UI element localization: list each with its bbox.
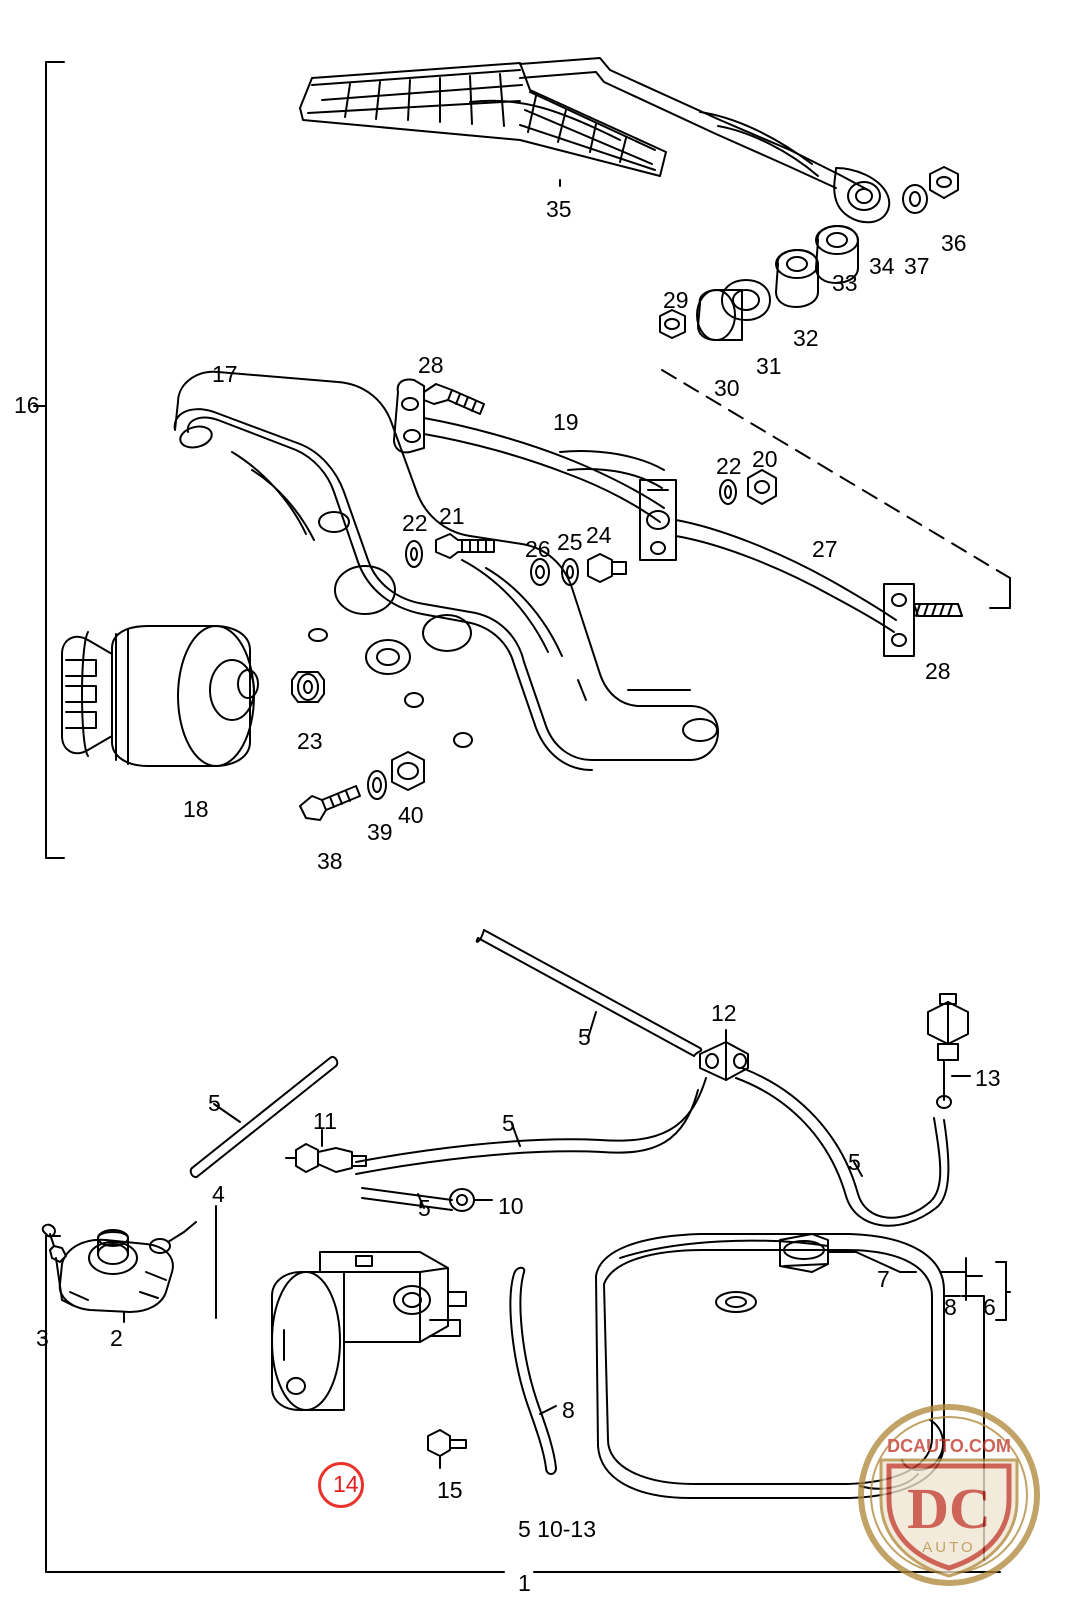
callout-19: 19: [553, 409, 579, 435]
callout-24: 24: [586, 522, 612, 548]
callout-25: 25: [557, 529, 583, 555]
callout-36: 36: [941, 230, 967, 256]
callout-34: 34: [869, 253, 895, 279]
callout-17: 17: [212, 361, 238, 387]
callout-4: 4: [212, 1181, 225, 1207]
callout-21: 21: [439, 503, 465, 529]
callout-5-top: 5: [578, 1024, 591, 1050]
callout-15: 15: [437, 1477, 463, 1503]
callout-18: 18: [183, 796, 209, 822]
svg-text:DC: DC: [907, 1476, 991, 1541]
callout-26: 26: [525, 536, 551, 562]
callout-38: 38: [317, 848, 343, 874]
callout-28-left: 28: [418, 352, 444, 378]
callout-40: 40: [398, 802, 424, 828]
callout-28-right: 28: [925, 658, 951, 684]
callout-13: 13: [975, 1065, 1001, 1091]
callout-11: 11: [313, 1108, 337, 1134]
callout-1: 1: [518, 1570, 531, 1596]
callout-5-left: 5: [208, 1090, 221, 1116]
callout-22-left: 22: [402, 510, 428, 536]
svg-text:AUTO: AUTO: [922, 1539, 976, 1556]
callout-10: 10: [498, 1193, 524, 1219]
callout-12: 12: [711, 1000, 737, 1026]
callout-35: 35: [546, 196, 572, 222]
callout-14: 14: [333, 1471, 359, 1497]
callout-27: 27: [812, 536, 838, 562]
callout-31: 31: [756, 353, 782, 379]
callout-group-5-10-13: 5 10-13: [518, 1516, 597, 1542]
callout-2: 2: [110, 1325, 123, 1351]
callout-16: 16: [14, 392, 40, 418]
callout-7: 7: [877, 1266, 890, 1292]
svg-text:DCAUTO.COM: DCAUTO.COM: [887, 1436, 1011, 1456]
callout-6: 6: [983, 1294, 996, 1320]
callout-5-lower: 5: [418, 1195, 431, 1221]
dcauto-watermark: [849, 1400, 1049, 1590]
callout-37: 37: [904, 253, 930, 279]
callout-23: 23: [297, 728, 323, 754]
callout-29: 29: [663, 287, 689, 313]
callout-33: 33: [832, 270, 858, 296]
callout-32: 32: [793, 325, 819, 351]
callout-22-right: 22: [716, 453, 742, 479]
callout-5-right: 5: [848, 1149, 861, 1175]
callout-3: 3: [36, 1325, 49, 1351]
callout-20: 20: [752, 446, 778, 472]
callout-39: 39: [367, 819, 393, 845]
callout-8-tube: 8: [562, 1397, 575, 1423]
callout-5-center: 5: [502, 1110, 515, 1136]
callout-30: 30: [714, 375, 740, 401]
callout-8-bracket: 8: [944, 1294, 957, 1320]
